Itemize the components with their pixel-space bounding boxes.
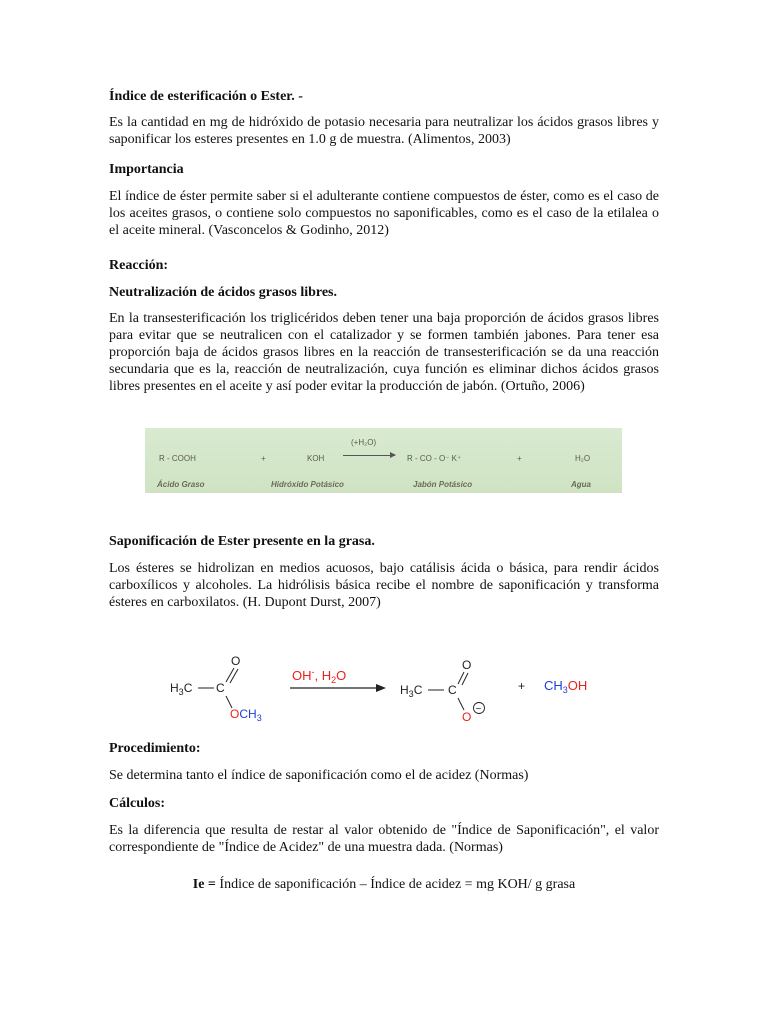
importance-paragraph: El índice de éster permite saber si el adulterante contiene compuestos de éster, como es el caso de los aceites grasos, o contiene solo compuestos no saponificables, como es el caso de la etilalea o el aceite mineral. (Vasconcelos & Godinho, 2012) <box>109 189 659 238</box>
definition-paragraph: Es la cantidad en mg de hidróxido de potasio necesaria para neutralizar los ácidos grasos libres y saponificar los esteres presentes en 1.0 g de muestra. (Alimentos, 2003) <box>109 115 659 147</box>
oxygen-atom: O <box>231 654 241 668</box>
oxygen-atom: O <box>462 658 472 672</box>
double-bond-line <box>226 668 234 682</box>
calculations-heading: Cálculos: <box>109 796 165 811</box>
label-fatty-acid: Ácido Graso <box>157 480 205 489</box>
product-soap: R - CO - O⁻ K⁺ <box>407 454 462 463</box>
label-potassium-hydroxide: Hidróxido Potásico <box>271 480 344 489</box>
reagent-label: OH-, $H_2O$ <box>292 667 347 685</box>
calculations-paragraph: Es la diferencia que resulta de restar al valor obtenido de "Índice de Saponificación", el valor correspondiente de "Índice de Acidez" de una muestra dada. (Normas) <box>109 823 659 855</box>
neutralization-reaction-figure <box>145 428 622 493</box>
reactant-fatty-acid: R - COOH <box>159 454 196 463</box>
minus-sign: − <box>475 704 482 715</box>
formula-expression: Índice de saponificación – Índice de acidez = mg KOH/ g grasa <box>215 877 576 892</box>
plus-sign: + <box>518 679 526 693</box>
bond-line <box>458 698 464 710</box>
procedure-heading: Procedimiento: <box>109 741 201 756</box>
reaction-heading: Reacción: <box>109 258 169 273</box>
methanol-label: $CH_3OH$ <box>544 678 588 695</box>
plus-sign: + <box>261 454 266 463</box>
arrow-head-icon <box>376 684 386 692</box>
saponification-heading: Saponificación de Ester presente en la grasa. <box>109 534 375 549</box>
importance-heading: Importancia <box>109 162 184 177</box>
double-bond-line <box>230 669 238 683</box>
neutralization-paragraph: En la transesterificación los triglicéridos deben tener una baja proporción de ácidos grasos libres para evitar que se neutralicen con el catalizador y se formen también jabones. Para tener esa proporción baja de ácidos grasos libres en la reacción de transesterificación se da una reacción secundaria que es la, reacción de neutralización, cuya función es eliminar dichos ácidos grasos libres presentes en el aceite y así poder evitar la producción de jabón. (Ortuño, 2006) <box>109 311 659 394</box>
methyl-group: $H_3C$ <box>170 681 193 697</box>
ester-index-formula <box>109 876 659 893</box>
carbon-atom: C <box>448 683 457 697</box>
carbon-atom: C <box>216 681 225 695</box>
saponification-paragraph: Los ésteres se hidrolizan en medios acuosos, bajo catálisis ácida o básica, para rendir ácidos carboxílicos y alcoholes. La hidrólisis básica recibe el nombre de saponificación y transforma ésteres en carboxilatos. (H. Dupont Durst, 2007) <box>109 561 659 610</box>
methoxy-group: $OCH_3$ <box>230 707 262 723</box>
methyl-group: $H_3C$ <box>400 683 423 699</box>
section-title: Índice de esterificación o Ester. - <box>109 89 303 104</box>
reactant-koh: KOH <box>307 454 325 463</box>
formula-symbol: Ie = <box>192 877 216 892</box>
oxygen-anion: O <box>462 710 472 724</box>
reaction-arrow-icon <box>343 455 395 456</box>
label-potassium-soap: Jabón Potásico <box>413 480 473 489</box>
reaction-condition: (+H₂O) <box>351 438 377 447</box>
saponification-scheme-figure <box>160 650 620 730</box>
label-water: Agua <box>571 480 591 489</box>
plus-sign: + <box>517 454 522 463</box>
procedure-paragraph: Se determina tanto el índice de saponificación como el de acidez (Normas) <box>109 768 529 783</box>
neutralization-heading: Neutralización de ácidos grasos libres. <box>109 285 338 300</box>
product-water: H₂O <box>575 454 591 463</box>
